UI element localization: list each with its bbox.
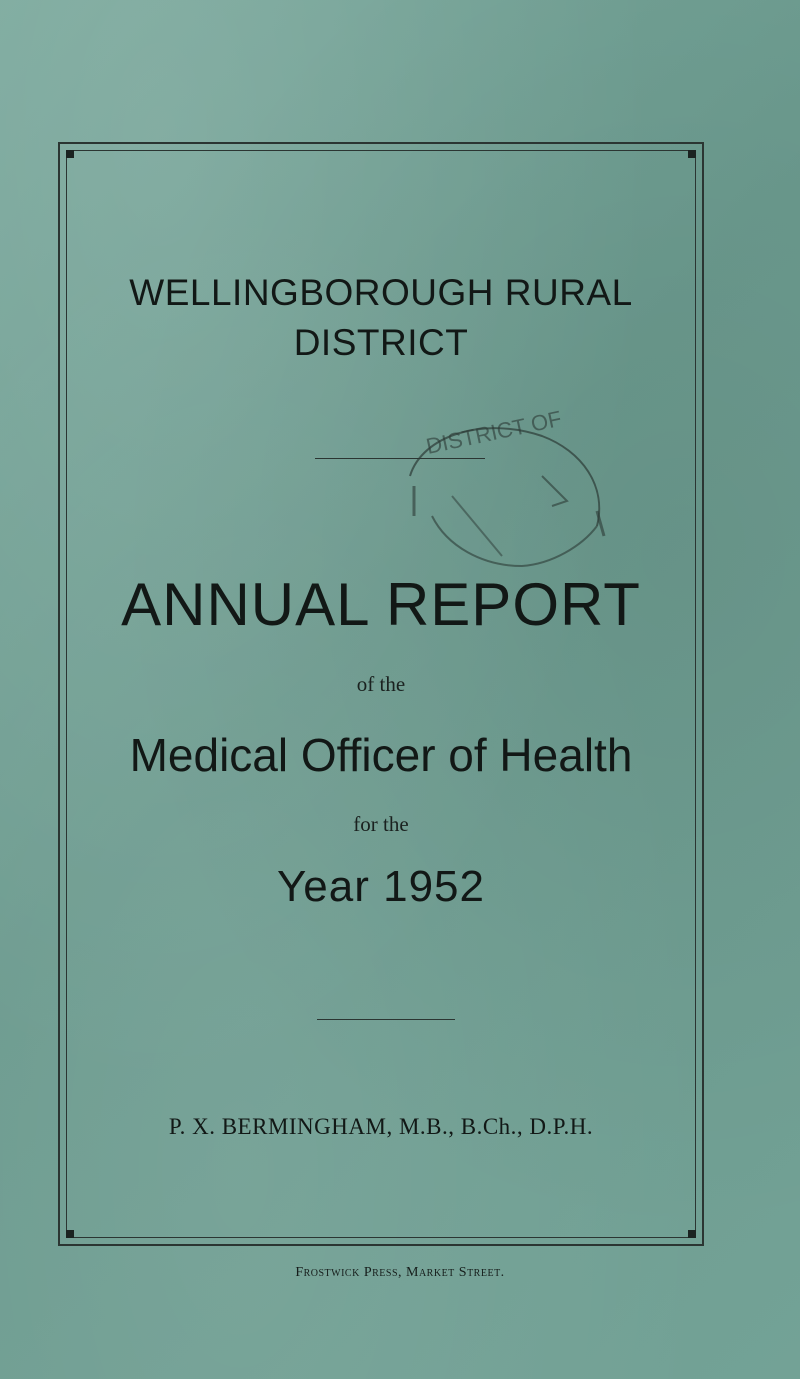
author-name: P. X. BERMINGHAM, M.B., B.Ch., D.P.H. (168, 1114, 594, 1139)
border-corner-ornament (688, 1230, 696, 1238)
officer-title: Medical Officer of Health (129, 729, 633, 781)
border-corner-ornament (688, 150, 696, 158)
district-title-line-2: DISTRICT (293, 322, 469, 363)
subtitle-of-the: of the (356, 672, 406, 696)
border-corner-ornament (66, 150, 74, 158)
seal-text: DISTRICT OF (423, 406, 564, 459)
border-corner-ornament (66, 1230, 74, 1238)
report-title: ANNUAL REPORT (121, 571, 641, 638)
subtitle-for-the: for the (353, 812, 409, 836)
divider-rule (317, 1019, 455, 1020)
report-year: Year 1952 (276, 862, 485, 911)
district-title-line-1: WELLINGBOROUGH RURAL (129, 272, 633, 313)
printer-imprint: Frostwick Press, Market Street. (295, 1265, 505, 1280)
